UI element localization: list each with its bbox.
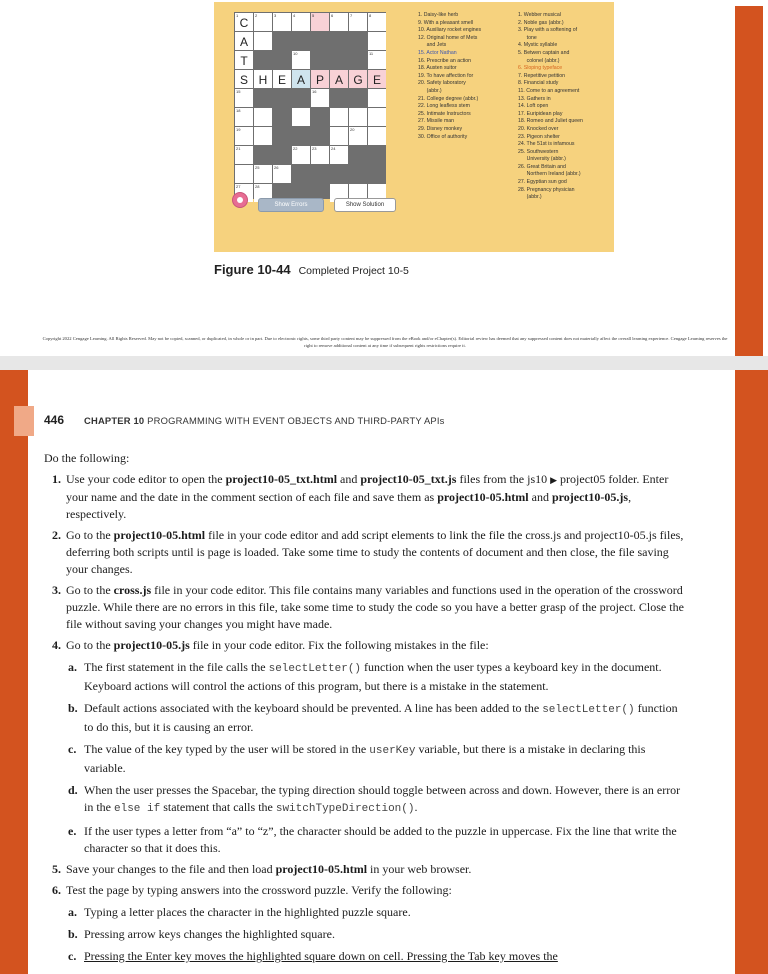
substep-letter: a. [68, 905, 77, 919]
crossword-cell [292, 51, 310, 69]
clue-item: 18. Austen suitor [418, 65, 457, 72]
crossword-cell [235, 70, 253, 88]
text: file in your code editor. This file contains many variables and functions used in the operation of the crossword puzzle. While there are no errors in this file, take some time to study the code so you have a better grasp of the project. Close the file without saving your changes you might have made. [66, 583, 684, 631]
text: Go to the [66, 638, 114, 652]
figure-caption-text: Completed Project 10-5 [298, 265, 409, 277]
text: Go to the [66, 528, 114, 542]
crossword-cell [235, 165, 253, 183]
crossword-cell [254, 127, 272, 145]
clue-item: 23. Pigeon shelter [518, 133, 560, 140]
text: . [414, 800, 418, 814]
cell-letter: A [334, 73, 343, 87]
cell-number: 15 [236, 89, 241, 94]
cell-number: 28 [255, 184, 260, 189]
text: project05 folder. Enter your name and the date in the comment section of each file and save them as [66, 472, 669, 504]
crossword-grid [234, 12, 386, 199]
cell-number: 18 [236, 108, 241, 113]
cell-letter: C [239, 16, 249, 30]
cell-number: 16 [312, 89, 317, 94]
cell-number: 25 [255, 165, 260, 170]
clues-down-list [518, 12, 583, 202]
text: Default actions associated with the keyboard should be prevented. A line has been added to the [84, 701, 543, 715]
text: and [337, 472, 361, 486]
show-errors-button: Show Errors [258, 198, 324, 212]
clue-item: 13. Gathers in [518, 95, 551, 102]
figure-label: Figure 10-44 [214, 262, 291, 277]
crossword-cell [330, 108, 348, 126]
crossword-cell [235, 146, 253, 164]
crossword-cell [368, 89, 386, 107]
clue-item: 6. Sloping typeface [518, 65, 563, 72]
chapter-title: PROGRAMMING WITH EVENT OBJECTS AND THIRD-PARTY APIs [147, 415, 445, 426]
crossword-cell [235, 127, 253, 145]
cell-number: 1 [236, 13, 239, 18]
figure-crossword-screenshot [214, 2, 614, 252]
crossword-cell [349, 13, 367, 31]
substep-letter: d. [68, 783, 78, 797]
crossword-cell [292, 108, 310, 126]
text: files from the js10 [456, 472, 551, 486]
cell-number: 5 [312, 13, 315, 18]
substep-letter: b. [68, 701, 78, 715]
text: in your web browser. [367, 862, 472, 876]
clue-item: 4. Mystic syllable [518, 42, 558, 49]
intro-text: Do the following: [44, 451, 130, 465]
cell-number: 4 [293, 13, 296, 18]
page-edge-band [735, 6, 763, 356]
text: file in your code editor. Fix the following mistakes in the file: [189, 638, 489, 652]
substep-letter: c. [68, 949, 77, 963]
crossword-cell [349, 70, 367, 88]
step-number: 6. [52, 883, 61, 897]
cell-number: 20 [350, 127, 355, 132]
step-4b [44, 700, 684, 736]
exercise-body [44, 450, 684, 965]
clue-item: (abbr.) [518, 194, 542, 201]
crossword-cell [235, 51, 253, 69]
step-number: 3. [52, 583, 61, 597]
clue-item: colonel (abbr.) [518, 57, 560, 64]
crossword-cell [235, 32, 253, 50]
step-6c [44, 948, 684, 965]
step-number: 5. [52, 862, 61, 876]
step-4d [44, 782, 684, 818]
clue-item: 24. The 51st is infamous [518, 141, 575, 148]
crossword-cell [292, 13, 310, 31]
crossword-cell [349, 127, 367, 145]
path-arrow-icon: ▶ [550, 475, 558, 485]
direction-toggle-icon [232, 192, 248, 208]
text: Pressing the Enter key moves the highlighted square down on cell. Pressing the Tab key moves the [84, 949, 558, 963]
clue-item: (abbr.) [418, 87, 442, 94]
crossword-cell [235, 89, 253, 107]
crossword-cell [292, 70, 310, 88]
clue-item: 22. Long leafless stem [418, 103, 470, 110]
text: The value of the key typed by the user will be stored in the [84, 742, 370, 756]
cell-letter: S [239, 73, 248, 87]
step-1 [44, 471, 684, 523]
filename: project10-05.js [551, 490, 629, 504]
clue-item: 20. Knocked over [518, 125, 559, 132]
clue-item: 21. College degree (abbr.) [418, 95, 479, 102]
step-number: 1. [52, 472, 61, 486]
page-edge-band-left [0, 370, 28, 974]
clue-item: 30. Office of authority [418, 133, 468, 140]
clue-item: 1. Webber musical [518, 12, 561, 18]
text: Go to the [66, 583, 114, 597]
crossword-cell [368, 127, 386, 145]
text: Save your changes to the file and then load [66, 862, 276, 876]
text: Test the page by typing answers into the crossword puzzle. Verify the following: [66, 883, 452, 897]
text: Pressing arrow keys changes the highlighted square. [84, 927, 335, 941]
step-number: 4. [52, 638, 61, 652]
crossword-cell [311, 89, 329, 107]
step-4c [44, 741, 684, 777]
cell-number: 8 [369, 13, 372, 18]
clue-item: 27. Egyptian sun god [518, 179, 567, 186]
clue-item: 9. With a pleasant smell [418, 19, 474, 26]
cell-letter: E [277, 73, 286, 87]
clue-item: 16. Prescribe an action [418, 57, 472, 64]
substep-letter: a. [68, 660, 77, 674]
crossword-cell [368, 108, 386, 126]
clue-item: 27. Missile man [418, 118, 455, 125]
substep-letter: b. [68, 927, 78, 941]
crossword-cell [254, 108, 272, 126]
cell-number: 19 [236, 127, 241, 132]
cell-number: 24 [331, 146, 336, 151]
clue-item: 7. Repetitive petition [518, 72, 566, 79]
cell-number: 10 [293, 51, 298, 56]
cell-letter: A [239, 35, 248, 49]
text: function when the user types a keyboard key in the document. Keyboard actions will control the actions of this program, but there is a mistake in the statement. [84, 660, 662, 693]
crossword-cell [330, 146, 348, 164]
substep-letter: e. [68, 824, 77, 838]
step-4 [44, 637, 684, 654]
code: userKey [369, 745, 416, 757]
clue-item: 26. Great Britain and [518, 163, 566, 170]
text: Use your code editor to open the [66, 472, 226, 486]
text: When the user presses the Spacebar, the typing direction should toggle between across and down. However, there is an error in the [84, 783, 681, 814]
clue-item: 18. Romeo and Juliet queen [518, 118, 583, 125]
clue-item: 2. Noble gas (abbr.) [518, 19, 564, 26]
filename: cross.js [113, 583, 152, 597]
cell-number: 27 [236, 184, 241, 189]
step-4e [44, 823, 684, 857]
clue-item: 25. Southwestern [518, 148, 559, 155]
clue-item: 15. Actor Nathan [418, 49, 457, 56]
running-head [84, 415, 445, 426]
crossword-cell [330, 13, 348, 31]
crossword-cell [368, 32, 386, 50]
chapter-label: CHAPTER 10 [84, 415, 145, 426]
filename: project10-05_txt.html [225, 472, 338, 486]
step-5 [44, 861, 684, 878]
clues-across-list [418, 12, 481, 141]
crossword-cell [254, 70, 272, 88]
code: selectLetter() [542, 704, 635, 716]
cell-number: 26 [274, 165, 279, 170]
crossword-cell [311, 13, 329, 31]
code: else if [114, 803, 161, 815]
filename: project10-05.js [113, 638, 190, 652]
crossword-cell [368, 70, 386, 88]
filename: project10-05.html [275, 862, 368, 876]
cell-letter: G [353, 73, 363, 87]
clue-item: 28. Pregnancy physician [518, 186, 575, 193]
cell-number: 2 [255, 13, 258, 18]
text: If the user types a letter from “a” to “z”, the character should be added to the puzzle in uppercase. Fix the line that write the character so that it does this. [84, 824, 677, 855]
figure-caption [214, 262, 409, 277]
cell-number: 3 [274, 13, 277, 18]
clue-item: 10. Auxiliary rocket engines [418, 27, 482, 34]
step-6 [44, 882, 684, 899]
code: switchTypeDirection() [275, 803, 415, 815]
chapter-tab [14, 406, 34, 436]
step-2 [44, 527, 684, 578]
crossword-cell [330, 70, 348, 88]
crossword-cell [349, 108, 367, 126]
clue-item: 19. To have affection for [418, 72, 474, 79]
clue-item: 29. Disney monkey [418, 125, 463, 132]
step-3 [44, 582, 684, 633]
crossword-cell [311, 146, 329, 164]
clue-item: 8. Financial study [518, 80, 559, 87]
step-4a [44, 659, 684, 695]
cell-number: 6 [331, 13, 334, 18]
text: function to do this, but it is causing an error. [84, 701, 678, 734]
cell-letter: T [240, 54, 248, 68]
page-edge-band-right [735, 370, 768, 974]
clue-item: University (abbr.) [518, 156, 566, 163]
cell-number: 11 [369, 51, 374, 56]
crossword-cell [292, 146, 310, 164]
clue-item: 17. Euripidean play [518, 110, 563, 117]
text: file in your code editor and add script elements to link the file the cross.js and project10-05.js files, deferring both scripts until is page is loaded. Take some time to study the contents of document and then close, the file saving your changes. [66, 528, 684, 576]
code: selectLetter() [268, 663, 362, 675]
clue-item: 25. Intimate Instructors [418, 110, 471, 117]
cell-number: 22 [293, 146, 298, 151]
clue-item: tone [518, 34, 537, 41]
filename: project10-05.html [437, 490, 529, 504]
crossword-cell [368, 13, 386, 31]
filename: project10-05_txt.js [360, 472, 457, 486]
crossword-cell [311, 70, 329, 88]
clue-item: 14. Loft open [518, 103, 549, 110]
filename: project10-05.html [113, 528, 206, 542]
crossword-cell [273, 13, 291, 31]
cell-letter: P [315, 73, 324, 87]
clue-item: 11. Come to an agreement [518, 87, 580, 94]
step-6b [44, 926, 684, 943]
cell-number: 21 [236, 146, 241, 151]
show-solution-button: Show Solution [334, 198, 396, 212]
crossword-cell [235, 108, 253, 126]
text: variable, but there is a mistake in declaring this variable. [84, 742, 646, 775]
cell-letter: E [372, 73, 381, 87]
substep-letter: c. [68, 742, 77, 756]
page-number: 446 [44, 413, 65, 427]
text: The first statement in the file calls the [84, 660, 269, 674]
crossword-cell [273, 165, 291, 183]
clue-item: 12. Original home of Mets [418, 34, 478, 41]
text: and [528, 490, 552, 504]
crossword-cell [254, 13, 272, 31]
text: statement that calls the [160, 800, 276, 814]
cell-number: 7 [350, 13, 353, 18]
crossword-cell [368, 51, 386, 69]
text: Typing a letter places the character in the highlighted puzzle square. [84, 905, 411, 919]
clue-item: 20. Safety laboratory [418, 80, 466, 87]
text: , respectively. [66, 490, 632, 521]
clue-item: 3. Play with a softening of [518, 27, 578, 34]
cell-letter: H [258, 73, 268, 87]
step-6a [44, 904, 684, 921]
cell-letter: A [296, 73, 305, 87]
crossword-cell [273, 70, 291, 88]
crossword-cell [254, 165, 272, 183]
cell-number: 23 [312, 146, 317, 151]
clue-item: Northern Ireland (abbr.) [518, 171, 581, 178]
crossword-cell [254, 32, 272, 50]
crossword-cell [235, 13, 253, 31]
clue-item: 1. Daisy-like herb [418, 12, 459, 18]
step-number: 2. [52, 528, 61, 542]
crossword-cell [330, 127, 348, 145]
clue-item: and Jets [418, 42, 447, 49]
copyright-notice: Copyright 2022 Cengage Learning. All Rights Reserved. May not be copied, scanned, or duplicated, in whole or in part. Due to electronic rights, some third party content may be suppressed from the eBook and/or eChapter(s). Editorial review has deemed that any suppressed content does not materially affect the overall learning experience. Cengage Learning reserves the right to remove additional content at any time if subsequent rights restrictions require it. [42, 336, 728, 348]
clue-item: 5. Betwen captain and [518, 49, 570, 56]
